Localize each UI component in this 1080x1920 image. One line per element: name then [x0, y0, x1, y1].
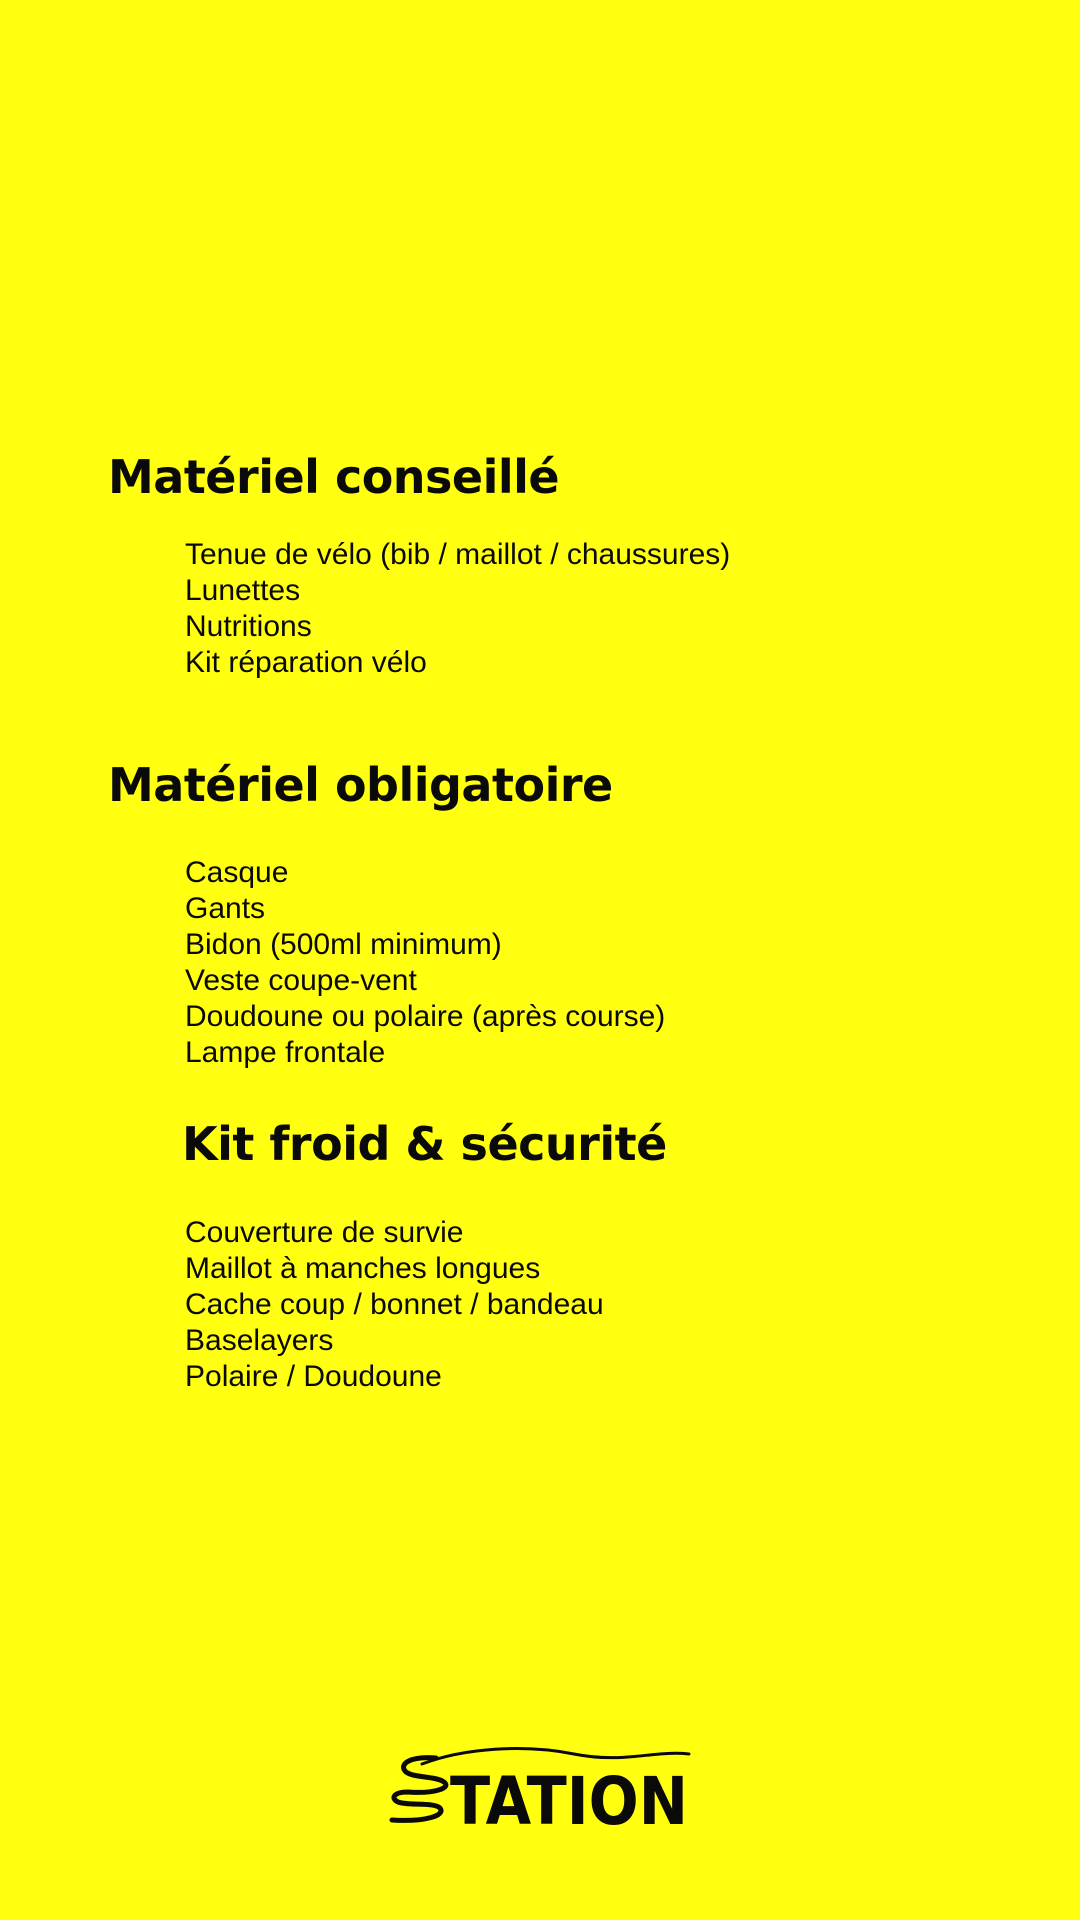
station-logo — [384, 1740, 694, 1830]
cold-safety-kit-list — [185, 1215, 604, 1395]
list-item: Nutritions — [185, 610, 312, 643]
list-item: Doudoune ou polaire (après course) — [185, 1000, 666, 1033]
list-item: Cache coup / bonnet / bandeau — [185, 1288, 604, 1321]
list-item: Baselayers — [185, 1324, 334, 1357]
list-item: Gants — [185, 892, 266, 925]
list-item: Polaire / Doudoune — [185, 1360, 442, 1393]
mandatory-gear-list — [185, 855, 665, 1071]
svg-text:TATION: TATION — [450, 1763, 688, 1830]
recommended-gear-list — [185, 537, 730, 681]
list-item: Tenue de vélo (bib / maillot / chaussures) — [185, 538, 731, 571]
list-item: Lunettes — [185, 574, 301, 607]
list-item: Veste coupe-vent — [185, 964, 417, 997]
list-item: Kit réparation vélo — [185, 646, 427, 679]
list-item: Lampe frontale — [185, 1036, 386, 1069]
list-item: Maillot à manches longues — [185, 1252, 541, 1285]
section-title-mandatory: Matériel obligatoire — [108, 758, 613, 812]
list-item: Couverture de survie — [185, 1216, 464, 1249]
list-item: Casque — [185, 856, 289, 889]
section-title-recommended: Matériel conseillé — [108, 450, 560, 504]
section-title-cold-safety-kit: Kit froid & sécurité — [182, 1117, 667, 1171]
station-wave-logo-icon — [384, 1740, 694, 1830]
list-item: Bidon (500ml minimum) — [185, 928, 502, 961]
